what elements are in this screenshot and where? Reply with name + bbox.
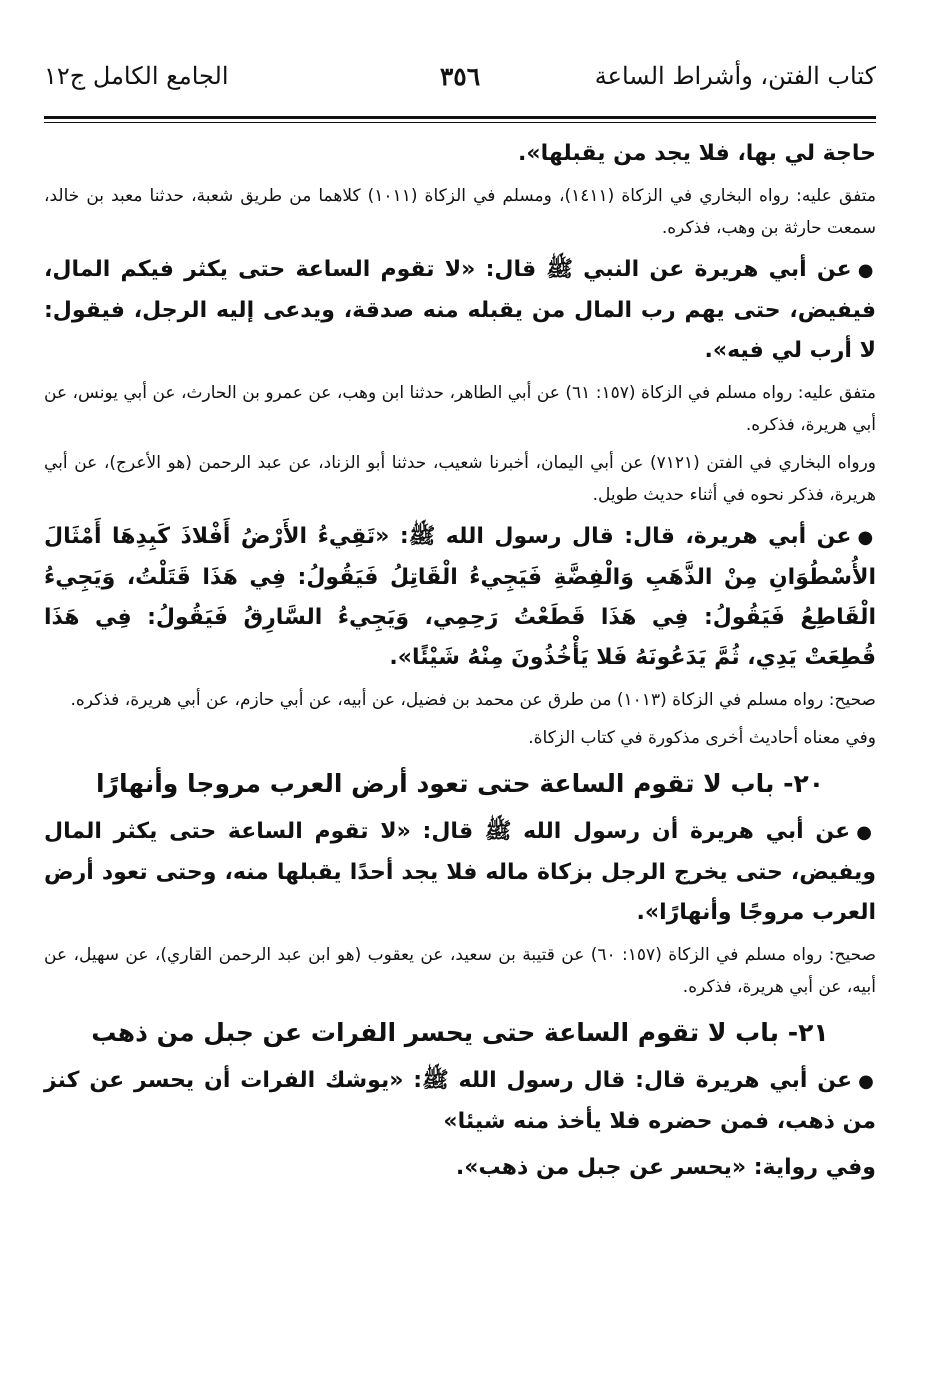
chapter-heading-20: ٢٠- باب لا تقوم الساعة حتى تعود أرض العرب مروجا وأنهارًا (95, 769, 825, 798)
takhrij-note: صحيح: رواه مسلم في الزكاة (١٠١٣) من طرق عن محمد بن فضيل، عن أبيه، عن أبي حازم، عن أبي هريرة، فذكره. (70, 690, 876, 710)
book-section-title: كتاب الفتن، وأشراط الساعة (594, 62, 876, 90)
book-page (44, 54, 876, 1354)
bullet-icon: ● (857, 527, 876, 548)
page-body (44, 134, 876, 1194)
block-0-text: حاجة لي بها، فلا يجد من يقبلها». (518, 141, 876, 166)
hadith-text (44, 812, 876, 933)
chapter-heading-21: ٢١- باب لا تقوم الساعة حتى يحسر الفرات عن جبل من ذهب (91, 1018, 829, 1047)
hadith-text (44, 250, 876, 371)
takhrij-note: وفي معناه أحاديث أخرى مذكورة في كتاب الزكاة. (528, 728, 876, 748)
header-rule-thick (44, 116, 876, 119)
running-header (44, 54, 876, 108)
block-9-text: عن أبي هريرة أن رسول الله ﷺ قال: «لا تقوم الساعة حتى يكثر المال ويفيض، حتى يخرج الرجل بزكاة ماله فلا يجد أحدًا يقبلها منه، وحتى تعود أرض العرب مروجًا وأنهارًا». (44, 819, 876, 925)
block-2-text: عن أبي هريرة عن النبي ﷺ قال: «لا تقوم الساعة حتى يكثر فيكم المال، فيفيض، حتى يهم رب المال من يقبله منه صدقة، ويدعى إليه الرجل، فيقول: لا أرب لي فيه». (44, 257, 876, 363)
takhrij-note: متفق عليه: رواه البخاري في الزكاة (١٤١١)، ومسلم في الزكاة (١٠١١) كلاهما من طريق شعبة، حدثنا معبد بن خالد، سمعت حارثة بن وهب، فذكره. (44, 186, 876, 238)
takhrij-note: صحيح: رواه مسلم في الزكاة (١٥٧: ٦٠) عن قتيبة بن سعيد، عن يعقوب (هو ابن عبد الرحمن القاري)، عن سهيل، عن أبيه، عن أبي هريرة، فذكره. (44, 945, 877, 997)
book-title: الجامع الكامل ج١٢ (44, 62, 229, 90)
hadith-text (44, 1148, 876, 1188)
hadith-text (44, 517, 876, 678)
header-rule-thin (44, 122, 876, 123)
page-number: ٣٥٦ (439, 62, 481, 91)
bullet-icon: ● (856, 822, 876, 843)
bullet-icon: ● (858, 1071, 876, 1092)
hadith-text (44, 1061, 876, 1142)
block-12-text: عن أبي هريرة قال: قال رسول الله ﷺ: «يوشك الفرات أن يحسر عن كنز من ذهب، فمن حضره فلا يأخذ منه شيئا» (44, 1068, 876, 1134)
takhrij-note: متفق عليه: رواه مسلم في الزكاة (١٥٧: ٦١) عن أبي الطاهر، حدثنا ابن وهب، عن عمرو بن الحارث، عن أبي يونس، عن أبي هريرة، فذكره. (44, 383, 876, 435)
takhrij-note: ورواه البخاري في الفتن (٧١٢١) عن أبي اليمان، أخبرنا شعيب، حدثنا أبو الزناد، عن عبد الرحمن (هو الأعرج)، عن أبي هريرة، فذكر نحوه في أثناء حديث طويل. (44, 453, 876, 505)
bullet-icon: ● (857, 260, 876, 281)
block-13-text: وفي رواية: «يحسر عن جبل من ذهب». (455, 1155, 876, 1180)
block-5-text: عن أبي هريرة، قال: قال رسول الله ﷺ: «تَقِيءُ الأَرْضُ أَفْلاذَ كَبِدِهَا أَمْثَالَ الأُسْطُوَانِ مِنْ الذَّهَبِ وَالْفِضَّةِ فَيَجِيءُ الْقَاتِلُ فَيَقُولُ: فِي هَذَا قَتَلْتُ، وَيَجِيءُ الْقَاطِعُ فَيَقُولُ: فِي هَذَا قَطَعْتُ رَحِمِي، وَيَجِيءُ السَّارِقُ فَيَقُولُ: فِي هَذَا قُطِعَتْ يَدِي، ثُمَّ يَدَعُونَهُ فَلا يَأْخُذُونَ مِنْهُ شَيْئًا». (44, 524, 876, 670)
hadith-text (44, 134, 876, 174)
